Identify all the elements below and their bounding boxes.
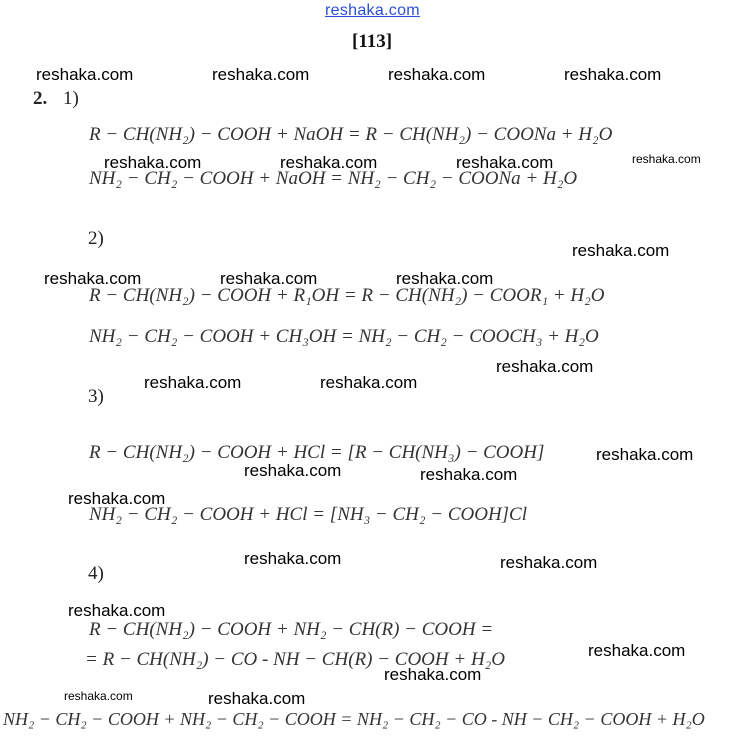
watermark: reshaka.com: [244, 549, 342, 568]
watermark: reshaka.com: [44, 269, 142, 288]
watermark-small: reshaka.com: [64, 689, 133, 703]
equation-3b: NH₂ − CH₂ − COOH + HCl = [NH₃ − CH₂ − COOH]Cl: [89, 504, 528, 525]
watermark: reshaka.com: [384, 665, 482, 684]
watermark: reshaka.com: [588, 641, 686, 660]
site-link[interactable]: reshaka.com: [325, 2, 420, 19]
watermark: reshaka.com: [208, 689, 306, 708]
watermark-small: reshaka.com: [632, 152, 701, 166]
watermark: reshaka.com: [496, 357, 594, 376]
equation-3a: R − CH(NH₂) − COOH + HCl = [R − CH(NH₃) − COOH]: [89, 442, 545, 463]
watermark: reshaka.com: [220, 269, 318, 288]
watermark: reshaka.com: [244, 461, 342, 480]
watermark: reshaka.com: [280, 153, 378, 172]
watermark: reshaka.com: [420, 465, 518, 484]
watermark: reshaka.com: [36, 65, 134, 84]
part-label-1: 1): [63, 88, 79, 109]
equation-1a: R − CH(NH₂) − COOH + NaOH = R − CH(NH₂) − COONa + H₂O: [89, 124, 613, 145]
watermark: reshaka.com: [144, 373, 242, 392]
equation-2b: NH₂ − CH₂ − COOH + CH₃OH = NH₂ − CH₂ − COOCH₃ + H₂O: [89, 326, 599, 347]
watermark: reshaka.com: [500, 553, 598, 572]
watermark: reshaka.com: [320, 373, 418, 392]
equation-4c: NH₂ − CH₂ − COOH + NH₂ − CH₂ − COOH = NH₂ − CH₂ − CO - NH − CH₂ − COOH + H₂O: [3, 709, 705, 729]
page-number: [113]: [352, 31, 393, 52]
watermark: reshaka.com: [212, 65, 310, 84]
watermark: reshaka.com: [68, 489, 166, 508]
watermark: reshaka.com: [564, 65, 662, 84]
watermark: reshaka.com: [68, 601, 166, 620]
part-label-3: 3): [88, 386, 104, 407]
equation-1b: NH₂ − CH₂ − COOH + NaOH = NH₂ − CH₂ − COONa + H₂O: [89, 168, 578, 189]
watermark: reshaka.com: [572, 241, 670, 260]
watermark: reshaka.com: [456, 153, 554, 172]
watermark: reshaka.com: [596, 445, 694, 464]
watermark: reshaka.com: [104, 153, 202, 172]
watermark: reshaka.com: [396, 269, 494, 288]
part-label-4: 4): [88, 563, 104, 584]
task-number: 2.: [33, 88, 48, 109]
watermark: reshaka.com: [388, 65, 486, 84]
part-label-2: 2): [88, 228, 104, 249]
equation-4b: = R − CH(NH₂) − CO - NH − CH(R) − COOH + H₂O: [85, 649, 505, 670]
equation-2a: R − CH(NH₂) − COOH + R₁OH = R − CH(NH₂) − COOR₁ + H₂O: [89, 285, 605, 306]
equation-4a: R − CH(NH₂) − COOH + NH₂ − CH(R) − COOH =: [89, 619, 494, 640]
